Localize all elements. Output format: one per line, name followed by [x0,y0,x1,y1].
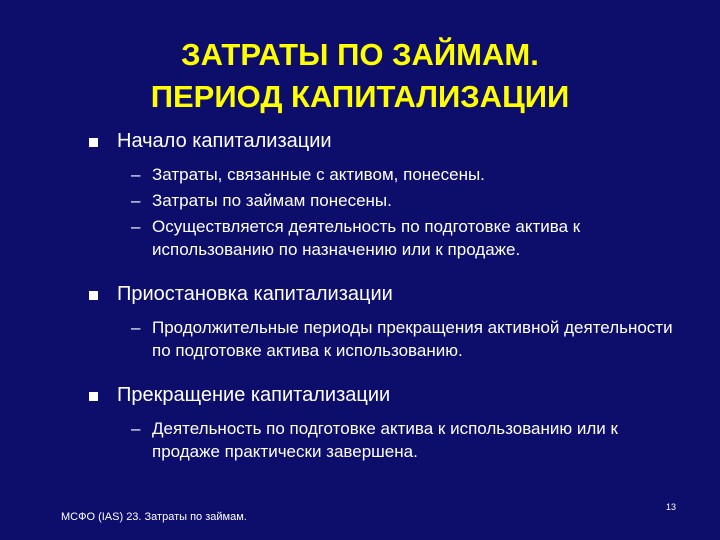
slide-content [86,128,686,463]
bullet-text: Начало капитализации [117,130,332,152]
section-capitalization-start [86,128,686,261]
sub-item [131,163,686,186]
square-bullet-icon [89,138,98,147]
bullet-item [86,128,686,154]
slide-title [0,34,720,118]
sub-item [131,417,686,463]
sub-item [131,316,686,362]
sub-list [86,417,686,463]
dash-icon: – [131,165,141,184]
bullet-item [86,382,686,408]
sub-item-text: Осуществляется деятельность по подготовке актива к использованию по назначению или к продаже. [152,217,581,259]
sub-list [86,316,686,362]
square-bullet-icon [89,392,98,401]
sub-item [131,215,686,261]
bullet-text: Приостановка капитализации [117,283,393,305]
slide-footer: МСФО (IAS) 23. Затраты по займам. [61,511,247,523]
sub-item [131,189,686,212]
sub-item-text: Затраты по займам понесены. [152,191,392,210]
title-line-2: ПЕРИОД КАПИТАЛИЗАЦИИ [150,79,570,114]
section-capitalization-cessation [86,382,686,463]
dash-icon: – [131,217,141,236]
sub-item-text: Затраты, связанные с активом, понесены. [152,165,485,184]
square-bullet-icon [89,291,98,300]
sub-list [86,163,686,261]
section-capitalization-suspension [86,281,686,362]
sub-item-text: Деятельность по подготовке актива к использованию или к продаже практически завершена. [152,419,618,461]
title-line-1: ЗАТРАТЫ ПО ЗАЙМАМ. [181,37,539,72]
dash-icon: – [131,191,141,210]
dash-icon: – [131,419,141,438]
sub-item-text: Продолжительные периоды прекращения активной деятельности по подготовке актива к использованию. [152,318,673,360]
dash-icon: – [131,318,141,337]
bullet-text: Прекращение капитализации [117,384,391,406]
bullet-item [86,281,686,307]
page-number: 13 [666,502,677,512]
